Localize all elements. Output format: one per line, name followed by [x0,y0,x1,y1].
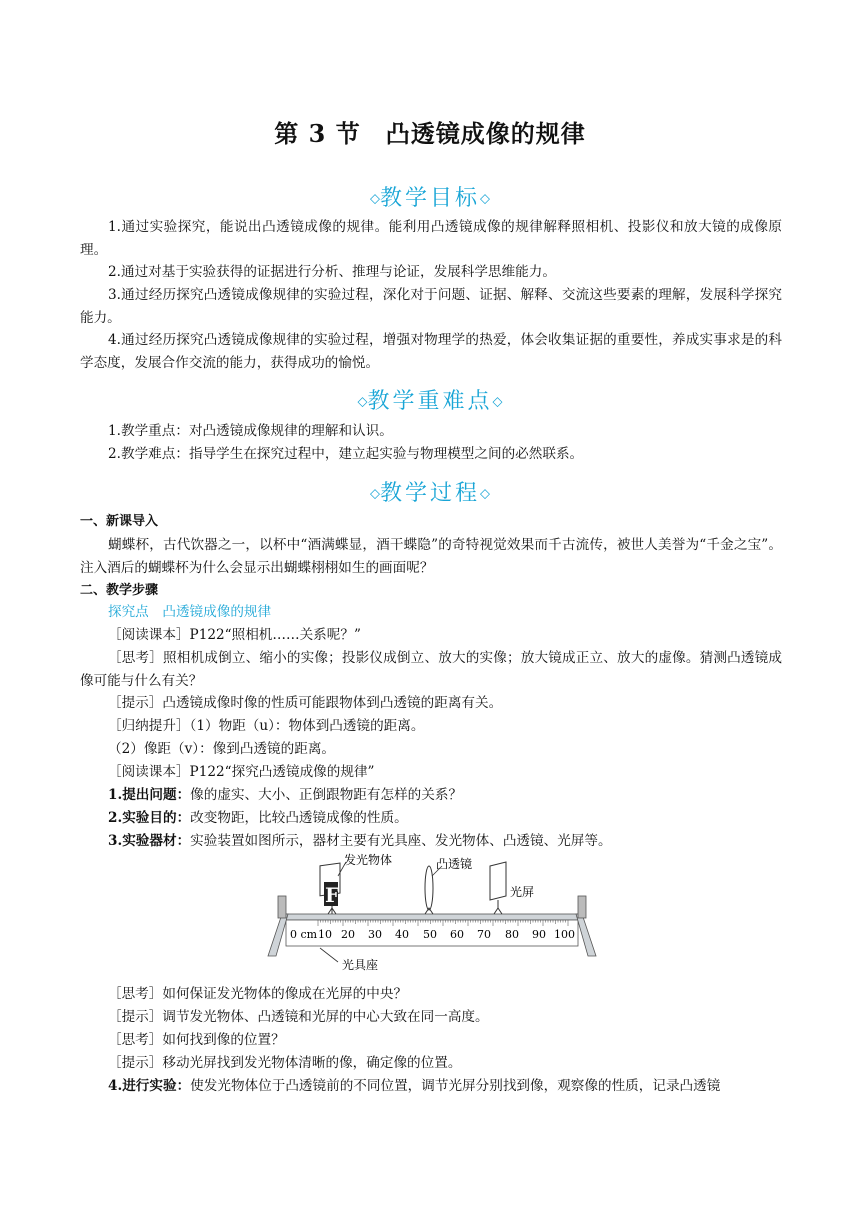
step-4-text: 使发光物体位于凸透镜前的不同位置，调节光屏分别找到像，观察像的性质，记录凸透镜 [190,1078,721,1094]
think-3: ［思考］如何找到像的位置？ [108,1032,285,1048]
keypoint-1: 1.教学重点：对凸透镜成像规律的理解和认识。 [108,423,393,439]
light-screen [490,862,506,900]
bench-endstop-right [578,896,586,918]
summary-1: ［归纳提升］（1）物距（u）：物体到凸透镜的距离。 [108,718,425,734]
section-heading-goals [0,181,860,212]
step-2-label: 2.实验目的： [108,810,191,826]
bench-rail [282,914,582,920]
scale-label-20: 20 [341,928,355,941]
section-heading-process [0,476,860,507]
inquiry-point: 探究点 凸透镜成像的规律 [108,604,272,620]
step-4-label: 4.进行实验： [108,1078,191,1094]
label-light-object: 发光物体 [344,853,393,867]
diamond-icon: ◇ [480,486,490,502]
diamond-icon: ◇ [492,394,503,410]
hint-3: ［提示］移动光屏找到发光物体清晰的像，确定像的位置。 [108,1055,462,1071]
diamond-icon: ◇ [369,191,380,207]
object-letter: F [325,883,340,907]
section-heading-goals-text: 教学目标 [379,186,480,211]
light-object [320,863,340,914]
step-4 [108,1075,810,1097]
heading-teaching-steps: 二、教学步骤 [80,583,159,598]
bench-endstop-left [278,896,286,918]
hint-1: ［提示］凸透镜成像时像的性质可能跟物体到凸透镜的距离有关。 [108,695,503,711]
keypoint-2: 2.教学难点：指导学生在探究过程中，建立起实验与物理模型之间的必然联系。 [108,446,584,462]
label-optical-bench: 光具座 [342,958,379,972]
goal-4: 4.通过经历探究凸透镜成像规律的实验过程，增强对物理学的热爱，体会收集证据的重要性，养成实事求是的科学态度，发展合作交流的能力，获得成功的愉悦。 [80,332,782,371]
step-2 [108,807,810,829]
scale-label-30: 30 [368,928,382,941]
read-textbook-2: ［阅读课本］P122“探究凸透镜成像的规律” [108,764,375,780]
diamond-icon: ◇ [357,394,368,410]
section-heading-keypoints [0,384,860,415]
page-title: 第 3 节 凸透镜成像的规律 [274,119,586,148]
scale-label-90: 90 [532,928,546,941]
intro-paragraph: 蝴蝶杯，古代饮器之一，以杯中“酒满蝶显，酒干蝶隐”的奇特视觉效果而千古流传，被世人美誉为“千金之宝”。注入酒后的蝴蝶杯为什么会显示出蝴蝶栩栩如生的画面呢？ [80,537,782,576]
scale-label-50: 50 [423,928,437,941]
step-2-text: 改变物距，比较凸透镜成像的性质。 [190,810,408,826]
diamond-icon: ◇ [369,486,380,502]
scale-label-0: 0 cm [290,928,318,941]
scale-label-40: 40 [395,928,409,941]
label-lens: 凸透镜 [436,857,473,871]
read-textbook-1: ［阅读课本］P122“照相机……关系呢？” [108,627,361,643]
step-1 [108,784,810,806]
scale-label-60: 60 [450,928,464,941]
goal-1: 1.通过实验探究，能说出凸透镜成像的规律。能利用凸透镜成像的规律解释照相机、投影仪和放大镜的成像原理。 [80,219,782,258]
optical-bench-figure [262,852,602,980]
convex-lens [425,866,433,910]
hint-2: ［提示］调节发光物体、凸透镜和光屏的中心大致在同一高度。 [108,1009,489,1025]
scale-label-10: 10 [318,928,332,941]
step-3-text: 实验装置如图所示，器材主要有光具座、发光物体、凸透镜、光屏等。 [190,833,612,849]
scale-label-100: 100 [554,928,575,941]
step-3-label: 3.实验器材： [108,833,191,849]
goal-2: 2.通过对基于实验获得的证据进行分析、推理与论证，发展科学思维能力。 [108,264,556,280]
heading-new-lesson: 一、新课导入 [80,514,159,529]
step-1-label: 1.提出问题： [108,787,191,803]
diamond-icon: ◇ [480,191,490,207]
section-heading-process-text: 教学过程 [379,481,480,506]
scale-label-80: 80 [505,928,519,941]
step-1-text: 像的虚实、大小、正倒跟物距有怎样的关系？ [190,787,463,803]
bench-leg-right [576,914,596,956]
step-3 [108,830,810,852]
bench-leg-left [268,914,288,956]
goal-3: 3.通过经历探究凸透镜成像规律的实验过程，深化对于问题、证据、解释、交流这些要素的理解，发展科学探究能力。 [80,287,782,326]
summary-2: （2）像距（v）：像到凸透镜的距离。 [108,741,336,757]
section-heading-keypoints-text: 教学重难点 [367,389,493,414]
think-2: ［思考］如何保证发光物体的像成在光屏的中央？ [108,986,408,1002]
think-1: ［思考］照相机成倒立、缩小的实像；投影仪成倒立、放大的实像；放大镜成正立、放大的虚像。猜测凸透镜成像可能与什么有关？ [80,650,782,689]
scale-label-70: 70 [477,928,491,941]
label-screen: 光屏 [510,885,535,899]
